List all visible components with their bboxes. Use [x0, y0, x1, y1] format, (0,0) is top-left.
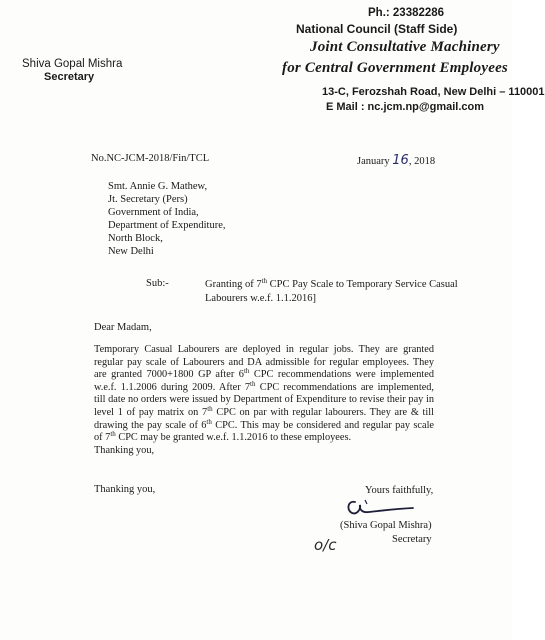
handwritten-note: o/c [314, 536, 337, 554]
subject-part: Granting of 7 [205, 279, 262, 290]
letterhead-line-1: Joint Consultative Machinery [310, 39, 500, 55]
body-line [94, 432, 434, 445]
office-address: 13-C, Ferozshah Road, New Delhi – 110001 [322, 86, 545, 98]
body-line: Temporary Casual Labourers are deployed in regular jobs. They are granted [94, 344, 434, 355]
ordinal-sup: th [206, 417, 212, 426]
recipient-line: New Delhi [108, 246, 154, 257]
body-part: CPC recommendations were implemented [249, 369, 434, 381]
body-part: drawing the pay scale of 6 [94, 419, 207, 431]
sender-name: Shiva Gopal Mishra [22, 58, 123, 70]
body-line: Thanking you, [94, 444, 155, 456]
subject-part: CPC Pay Scale to Temporary Service Casual [267, 279, 458, 290]
ordinal-sup: th [243, 367, 250, 376]
body-paragraph [94, 344, 434, 457]
subject-sup: th [261, 277, 268, 285]
salutation: Dear Madam, [94, 322, 152, 333]
body-part: CPC recommendations are implemented, [255, 381, 434, 393]
body-line: till date no orders were issued by Department of Expenditure to revise their pay in [94, 394, 434, 406]
body-part: are granted 7000+1800 GP after 6 [94, 369, 244, 381]
signatory-title: Secretary [392, 534, 432, 545]
recipient-line: Jt. Secretary (Pers) [108, 194, 188, 205]
subject-label: Sub:- [146, 278, 169, 289]
date-day-handwritten: 16 [392, 153, 409, 168]
body-part: CPC. This may be considered and regular pay scale [211, 419, 434, 431]
recipient-line: Department of Expenditure, [108, 220, 226, 231]
council-name: National Council (Staff Side) [296, 22, 458, 36]
body-line: regular pay scale of Labourers and DA admissible for regular employees. They [94, 356, 434, 368]
ordinal-sup: th [110, 430, 116, 439]
recipient-line: Government of India, [108, 207, 199, 218]
date-month: January [357, 156, 390, 167]
body-part: level 1 of pay matrix on 7 [94, 406, 208, 418]
signature-mark [345, 496, 417, 522]
body-part: w.e.f. 1.1.2006 during 2009. After 7 [94, 381, 251, 393]
ordinal-sup: th [207, 404, 213, 413]
phone-number: Ph.: 23382286 [368, 7, 445, 19]
letter-date [357, 153, 435, 168]
letterhead-line-2: for Central Government Employees [282, 60, 508, 76]
reference-number: No.NC-JCM-2018/Fin/TCL [91, 153, 210, 164]
sender-title: Secretary [44, 71, 95, 83]
recipient-line: Smt. Annie G. Mathew, [108, 181, 208, 192]
handwritten-note-mark [313, 533, 343, 555]
body-line [94, 417, 434, 433]
ordinal-sup: th [250, 379, 256, 388]
subject-line-2: Labourers w.e.f. 1.1.2016] [205, 292, 316, 304]
body-part: CPC may be granted w.e.f. 1.1.2016 to these employees. [115, 432, 352, 444]
closing-phrase: Yours faithfully, [365, 485, 434, 496]
closing-thanks: Thanking you, [94, 484, 156, 495]
recipient-line: North Block, [108, 233, 163, 244]
subject-text [205, 278, 458, 305]
date-year: , 2018 [408, 156, 436, 167]
body-part: of 7 [94, 432, 111, 444]
email-address: E Mail : nc.jcm.np@gmail.com [326, 101, 485, 113]
body-line [94, 404, 434, 420]
signatory-name: (Shiva Gopal Mishra) [340, 520, 432, 531]
body-line [94, 379, 434, 395]
body-part: CPC on par with regular labourers. They are & till [212, 406, 434, 418]
body-line [94, 369, 434, 382]
